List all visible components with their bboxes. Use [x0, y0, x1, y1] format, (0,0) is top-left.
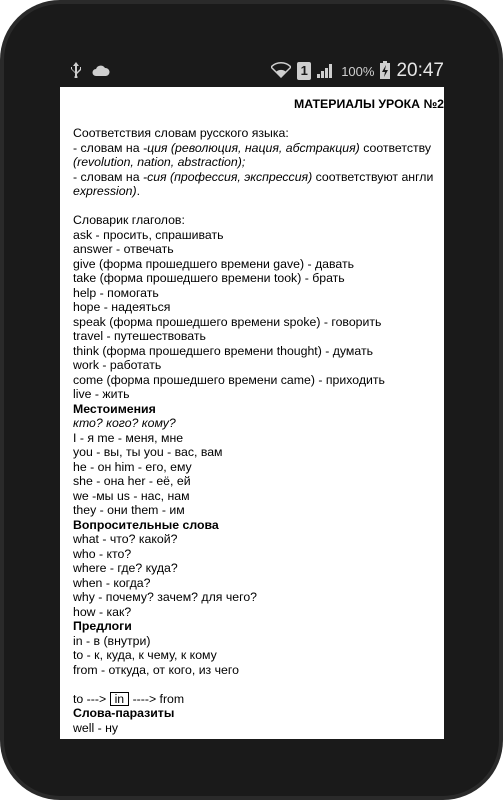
preposition-diagram: to ---> in ----> from — [73, 691, 185, 706]
question-item: how - как? — [73, 604, 132, 619]
status-bar — [60, 58, 444, 86]
pronouns-list — [73, 431, 444, 518]
parasite-item: well - ну — [73, 720, 119, 735]
prepositions-heading: Предлоги — [73, 619, 132, 633]
pronoun-item: you - вы, ты you - вас, вам — [73, 445, 223, 459]
question-item: where - где? куда? — [73, 561, 178, 575]
question-item: what - что? какой? — [73, 532, 178, 546]
correspondence-line-1: - словам на -ция (революция, нация, абстракция) соответству — [73, 140, 432, 155]
verb-item: help - помогать — [73, 285, 159, 300]
verbs-list — [73, 228, 444, 402]
verb-item: ask - просить, спрашивать — [73, 227, 224, 242]
page-title: МАТЕРИАЛЫ УРОКА №2 — [294, 97, 444, 111]
correspondence-line-3: - словам на -сия (профессия, экспрессия) соответствуют англи — [73, 169, 434, 184]
question-item: why - почему? зачем? для чего? — [73, 590, 257, 604]
cloud-icon — [92, 64, 110, 82]
pronouns-heading: Местоимения — [73, 401, 156, 416]
correspondence-line-4: expression). — [73, 184, 140, 198]
pronoun-item: she - она her - её, ей — [73, 474, 191, 488]
verb-item: live - жить — [73, 387, 130, 401]
verb-item: give (форма прошедшего времени gave) - давать — [73, 256, 354, 271]
verb-item: think (форма прошедшего времени thought) - думать — [73, 343, 373, 358]
correspondence-line-2: (revolution, nation, abstraction); — [73, 155, 246, 169]
verb-item: hope - надеяться — [73, 300, 171, 314]
correspondence-heading: Соответствия словам русского языка: — [73, 126, 289, 140]
verbs-heading: Словарик глаголов: — [73, 213, 185, 227]
pronoun-item: he - он him - его, ему — [73, 459, 192, 474]
question-item: who - кто? — [73, 546, 132, 561]
questions-heading: Вопросительные слова — [73, 517, 219, 532]
signal-icon — [317, 62, 335, 81]
verb-item: travel - путешествовать — [73, 329, 206, 343]
usb-icon — [70, 62, 82, 83]
sim-slot-badge: 1 — [297, 62, 311, 80]
diagram-box: in — [110, 692, 130, 706]
verb-item: work - работать — [73, 358, 162, 372]
document-content — [73, 87, 444, 735]
battery-charging-icon — [380, 61, 390, 82]
preposition-item: to - к, куда, к чему, к кому — [73, 648, 217, 662]
parasites-heading: Слова-паразиты — [73, 706, 175, 720]
preposition-item: from - откуда, от кого, из чего — [73, 662, 239, 677]
battery-percent: 100% — [341, 63, 375, 79]
wifi-icon — [271, 62, 291, 81]
pronoun-item: they - они them - им — [73, 503, 185, 517]
questions-list — [73, 532, 444, 619]
parasites-list — [73, 721, 444, 736]
verb-item: come (форма прошедшего времени came) - приходить — [73, 372, 385, 387]
question-item: when - когда? — [73, 575, 151, 590]
preposition-item: in - в (внутри) — [73, 633, 151, 648]
verb-item: answer - отвечать — [73, 242, 174, 256]
verb-item: take (форма прошедшего времени took) - брать — [73, 271, 345, 285]
document-viewer[interactable] — [60, 87, 444, 739]
verb-item: speak (форма прошедшего времени spoke) - говорить — [73, 314, 382, 329]
pronoun-item: we -мы us - нас, нам — [73, 488, 190, 503]
prepositions-list — [73, 634, 444, 678]
pronouns-subheading: кто? кого? кому? — [73, 416, 176, 430]
pronoun-item: I - я me - меня, мне — [73, 430, 184, 445]
clock: 20:47 — [396, 60, 444, 81]
